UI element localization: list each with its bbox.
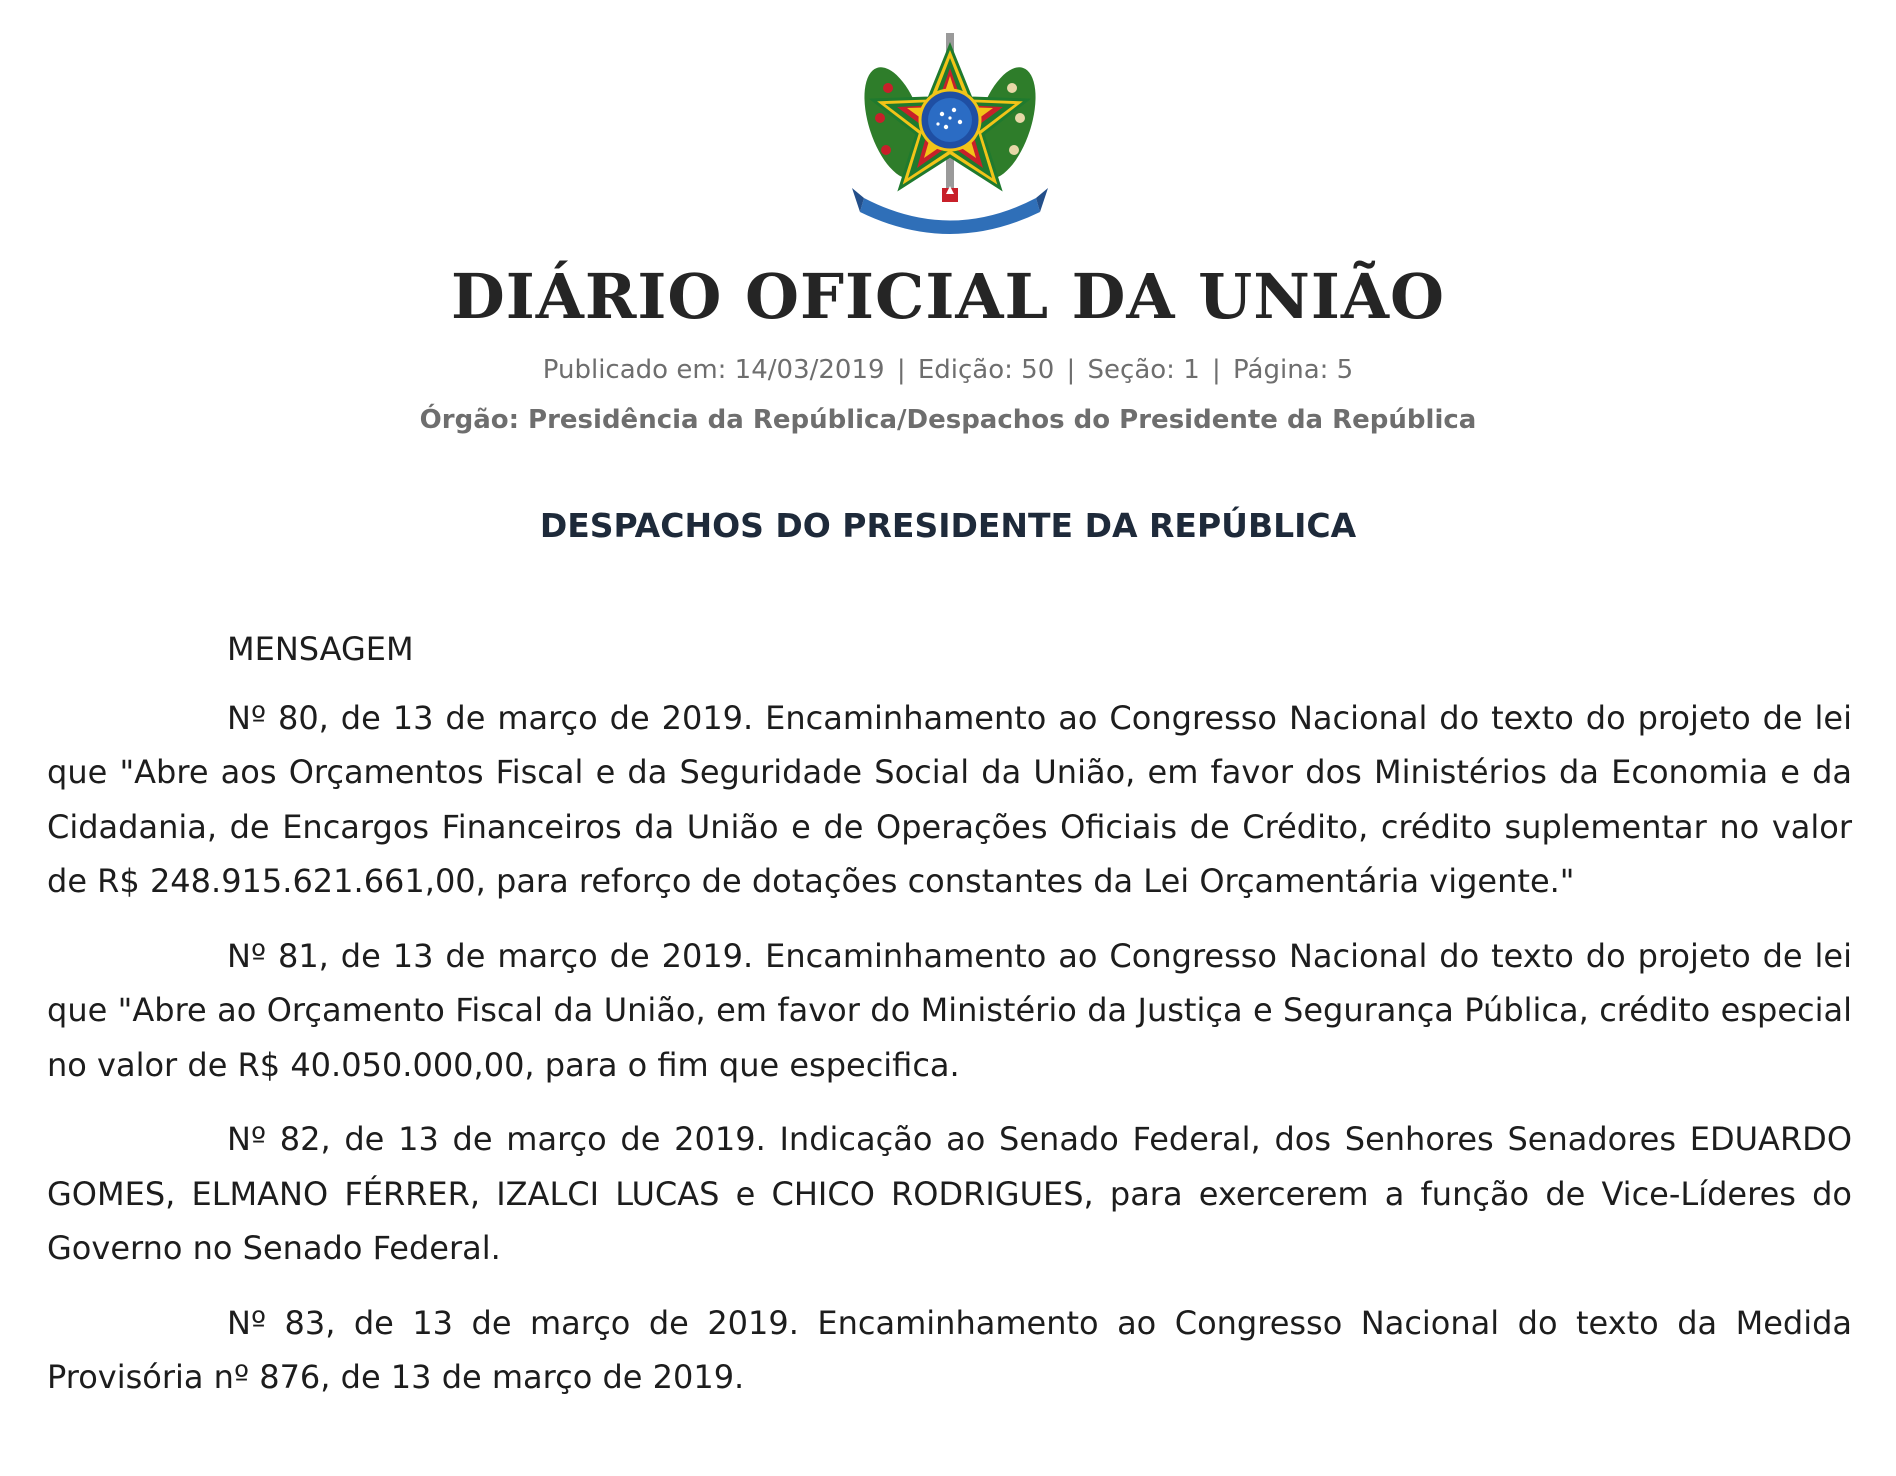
section-heading: DESPACHOS DO PRESIDENTE DA REPÚBLICA — [539, 506, 1357, 545]
page-title: DIÁRIO OFICIAL DA UNIÃO — [451, 260, 1445, 333]
publication-meta — [0, 355, 1896, 385]
published-date: Publicado em: 14/03/2019 — [542, 355, 885, 385]
paragraph-82: Nº 82, de 13 de março de 2019. Indicação ao Senado Federal, dos Senhores Senadores EDUARDO GOMES, ELMANO FÉRRER, IZALCI LUCAS e CHICO RODRIGUES, para exercerem a função de Vice-Líderes do Governo no Senado Federal. — [47, 1120, 1852, 1267]
page-number: Página: 5 — [1233, 355, 1354, 385]
paragraph-80: Nº 80, de 13 de março de 2019. Encaminhamento ao Congresso Nacional do texto do projeto de lei que "Abre aos Orçamentos Fiscal e da Seguridade Social da União, em favor dos Ministérios da Economia e da Cidadania, de Encargos Financeiros da União e de Operações Oficiais de Crédito, crédito suplementar no valor de R$ 248.915.621.661,00, para reforço de dotações constantes da Lei Orçamentária vigente." — [47, 698, 1852, 900]
emblem-ribbon — [852, 186, 1048, 234]
meta-separator: | — [1212, 355, 1221, 385]
section-number: Seção: 1 — [1087, 355, 1200, 385]
meta-separator: | — [896, 355, 906, 385]
paragraph-83: Nº 83, de 13 de março de 2019. Encaminhamento ao Congresso Nacional do texto da Medida Provisória nº 876, de 13 de março de 2019. — [47, 1303, 1852, 1396]
document-body — [47, 622, 1852, 1425]
emblem-starry-disc — [920, 90, 980, 150]
section-label: MENSAGEM — [227, 630, 414, 668]
paragraph-81: Nº 81, de 13 de março de 2019. Encaminhamento ao Congresso Nacional do texto do projeto de lei que "Abre ao Orçamento Fiscal da União, em favor do Ministério da Justiça e Segurança Pública, crédito especial no valor de R$ 40.050.000,00, para o fim que especifica. — [47, 936, 1852, 1084]
brazil-coat-of-arms-icon — [850, 28, 1050, 238]
orgao-line: Órgão: Presidência da República/Despachos do Presidente da República — [419, 405, 1477, 435]
meta-separator: | — [1066, 355, 1076, 385]
edition-number: Edição: 50 — [917, 355, 1055, 385]
